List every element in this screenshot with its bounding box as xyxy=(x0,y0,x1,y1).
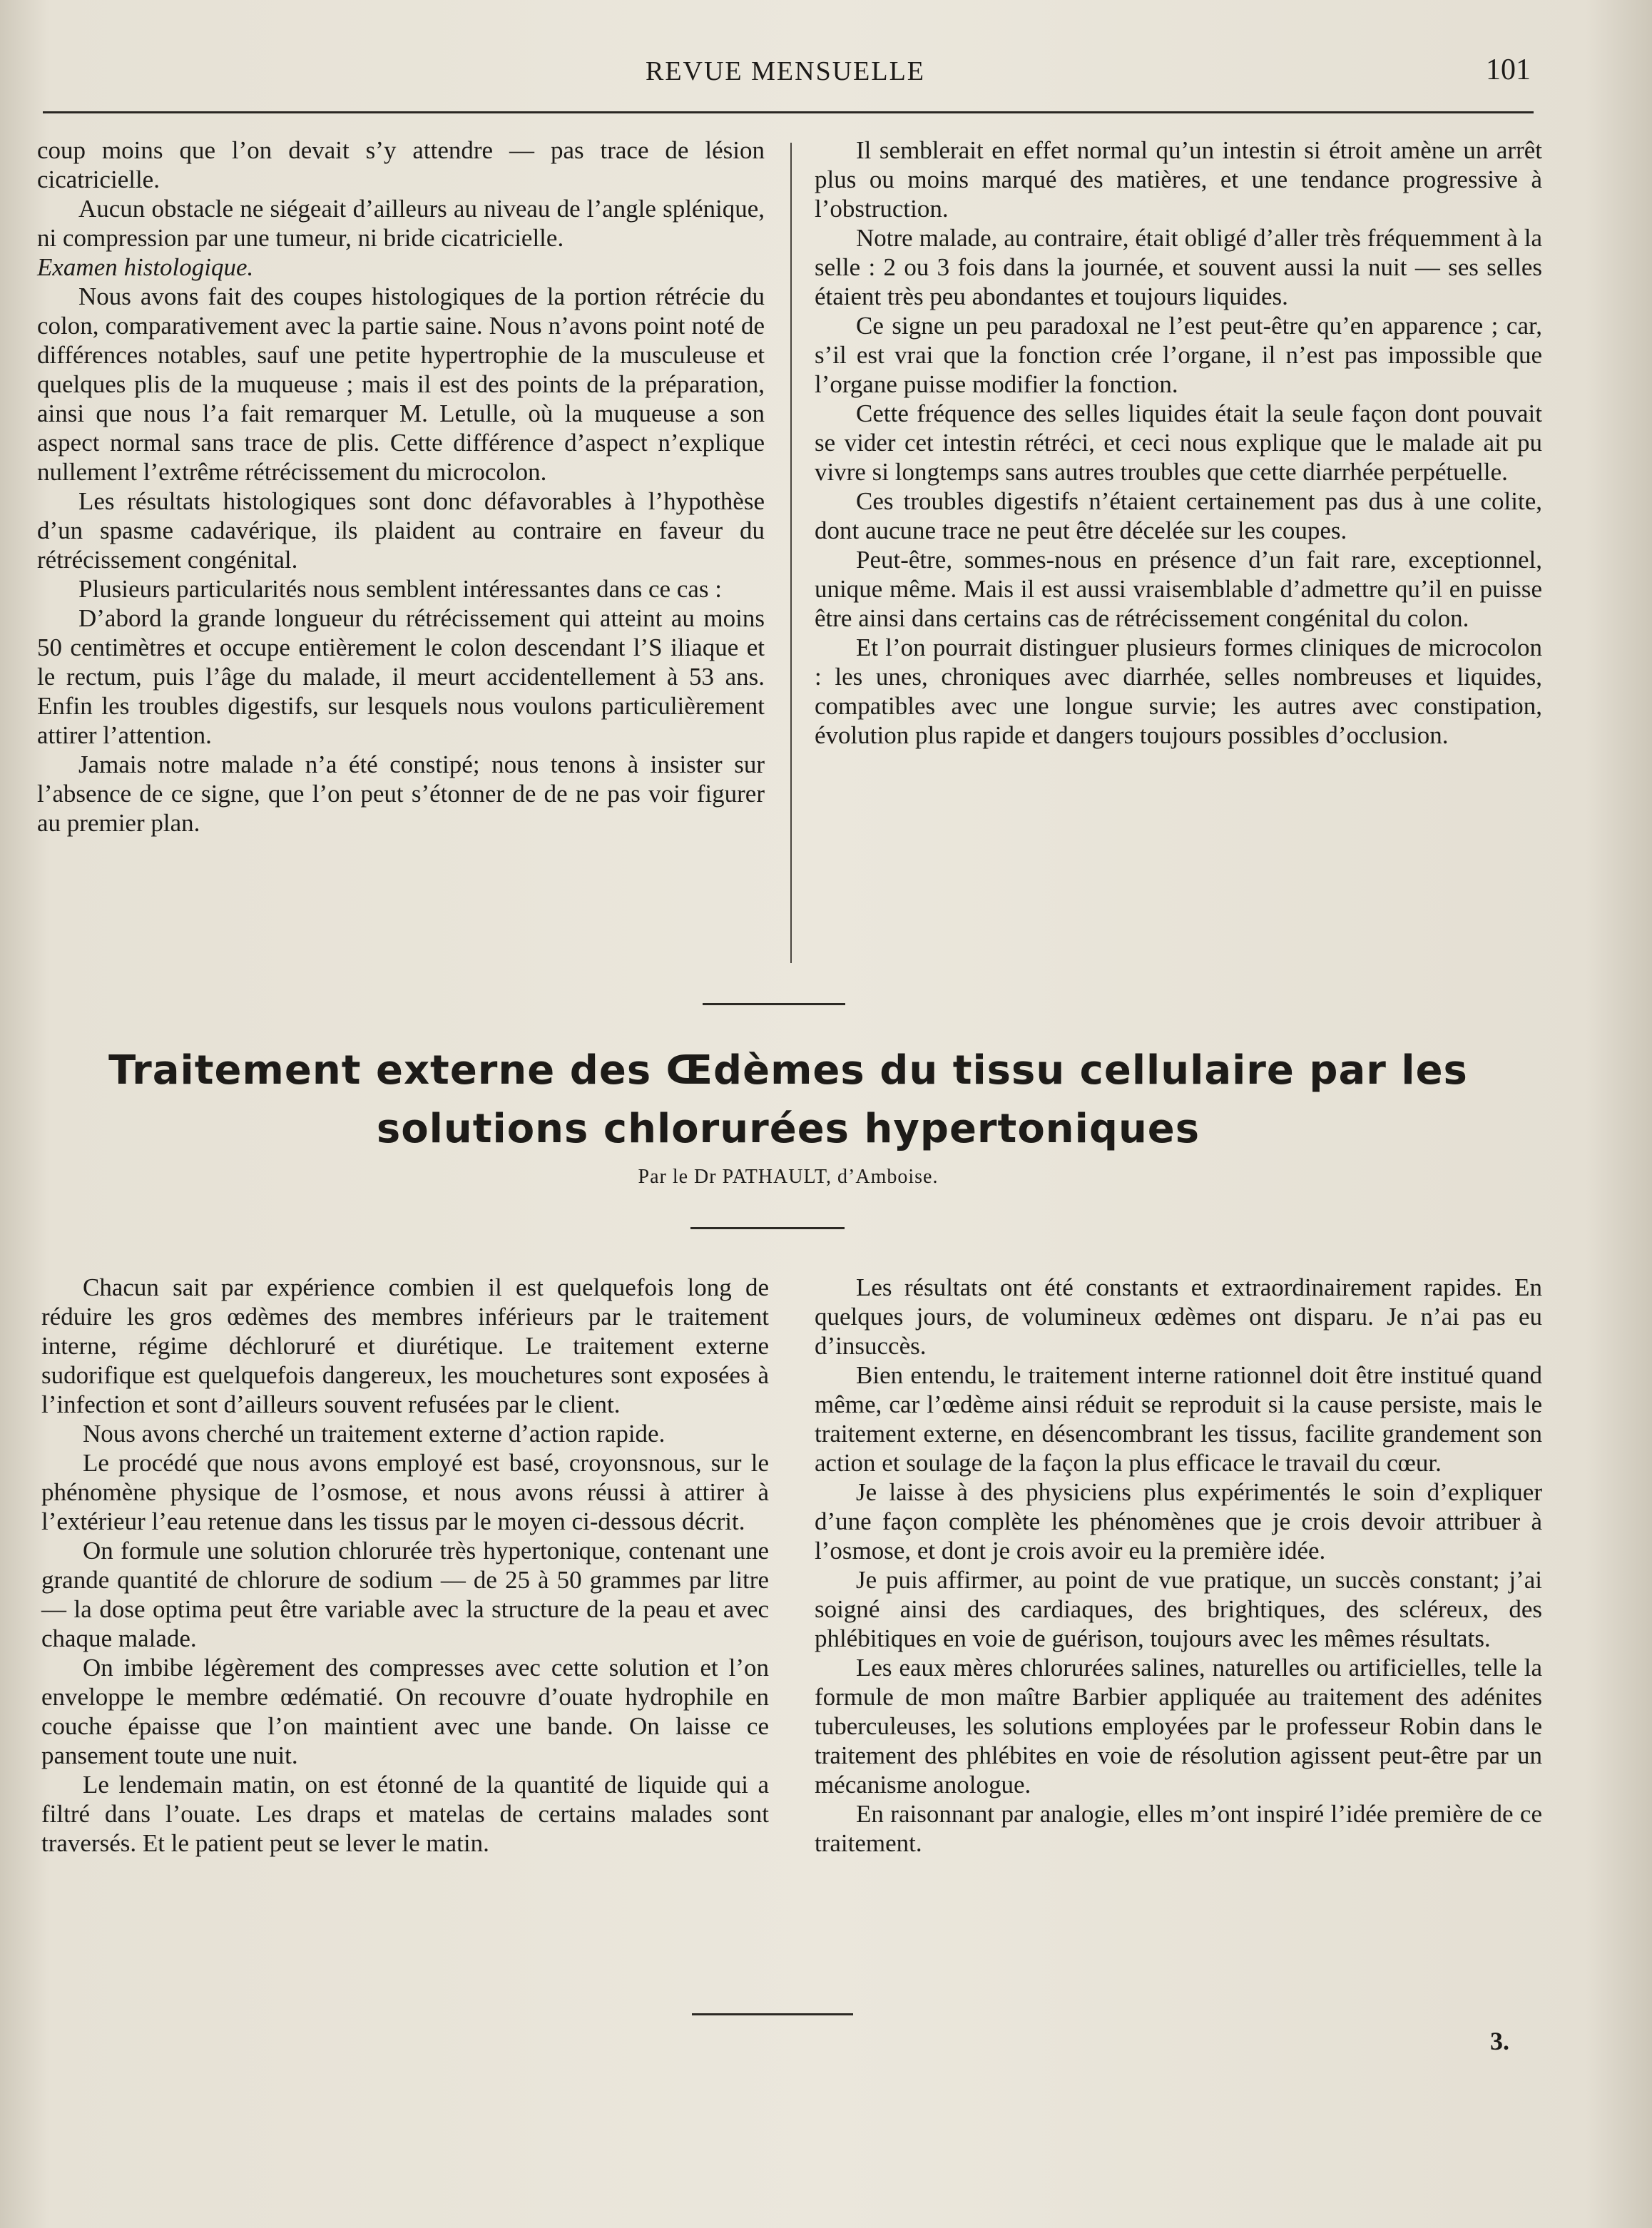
bottom-right-column xyxy=(815,1273,1542,1986)
paragraph: Jamais notre malade n’a été constipé; nous tenons à insister sur l’absence de ce signe, que l’on peut s’étonner de de ne pas voir figurer au premier plan. xyxy=(37,751,765,837)
paragraph: En raisonnant par analogie, elles m’ont inspiré l’idée première de ce traitement. xyxy=(815,1800,1542,1857)
paragraph: Ce signe un peu paradoxal ne l’est peut-être qu’en apparence ; car, s’il est vrai que la fonction crée l’organe, il n’est pas impossible que l’organe puisse modifier la fonction. xyxy=(815,312,1542,398)
paragraph: On formule une solution chlorurée très hypertonique, contenant une grande quantité de chlorure de sodium — de 25 à 50 grammes par litre — la dose optima peut être variable avec la structure de la peau et avec chaque malade. xyxy=(41,1537,769,1652)
paragraph: Le lendemain matin, on est étonné de la quantité de liquide qui a filtré dans l’ouate. Les draps et matelas de certains malades sont traversés. Et le patient peut se lever le matin. xyxy=(41,1771,769,1857)
paragraph: Les résultats ont été constants et extraordinairement rapides. En quelques jours, de volumineux œdèmes ont disparu. Je n’ai pas eu d’insuccès. xyxy=(815,1273,1542,1360)
paragraph: Les eaux mères chlorurées salines, naturelles ou artificielles, telle la formule de mon maître Barbier appliquée au traitement des adénites tuberculeuses, les solutions employées par le professeur Robin dans le traitement des phlébites en voie de résolution agissent peut-être par un mécanisme anologue. xyxy=(815,1654,1542,1799)
article-byline: Par le Dr PATHAULT, d’Amboise. xyxy=(638,1166,939,1188)
paragraph: Bien entendu, le traitement interne rationnel doit être institué quand même, car l’œdème ainsi réduit se reproduit si la cause persiste, mais le traitement externe, en désencombrant les tissus, facilite grandement son action et soulage de la façon la plus efficace le travail du cœur. xyxy=(815,1361,1542,1477)
bottom-left-column xyxy=(41,1273,769,1986)
title-separator xyxy=(690,1227,845,1229)
top-columns xyxy=(37,136,1542,992)
signature-mark: 3. xyxy=(1490,2027,1509,2055)
paragraph: Aucun obstacle ne siégeait d’ailleurs au niveau de l’angle splénique, ni compression par une tumeur, ni bride cicatricielle. xyxy=(37,195,765,252)
paragraph: Cette fréquence des selles liquides était la seule façon dont pouvait se vider cet intestin rétréci, et ceci nous explique que le malade ait pu vivre si longtemps sans autres troubles que cette diarrhée perpétuelle. xyxy=(815,400,1542,486)
paragraph: On imbibe légèrement des compresses avec cette solution et l’on enveloppe le membre œdématié. On recouvre d’ouate hydrophile en couche épaisse que l’on maintient avec une bande. On laisse ce pansement toute une nuit. xyxy=(41,1654,769,1769)
footer-separator xyxy=(692,2013,853,2015)
paragraph: Plusieurs particularités nous semblent intéressantes dans ce cas : xyxy=(78,575,722,603)
section-heading: Examen histologique. xyxy=(37,253,254,281)
paragraph: Chacun sait par expérience combien il est quelquefois long de réduire les gros œdèmes des membres inférieurs par le traitement interne, régime déchloruré et diurétique. Le traitement externe sudorifique est quelquefois dangereux, les mouchetures sont exposées à l’infection et sont d’ailleurs souvent refusées par le client. xyxy=(41,1273,769,1418)
paragraph: Ces troubles digestifs n’étaient certainement pas dus à une colite, dont aucune trace ne peut être décelée sur les coupes. xyxy=(815,487,1542,544)
paragraph: Il semblerait en effet normal qu’un intestin si étroit amène un arrêt plus ou moins marqué des matières, et une tendance progressive à l’obstruction. xyxy=(815,136,1542,223)
paragraph: Peut-être, sommes-nous en présence d’un fait rare, exceptionnel, unique même. Mais il est aussi vraisemblable d’admettre qu’il en puisse être ainsi dans certains cas de rétrécissement congénital du colon. xyxy=(815,546,1542,632)
top-right-column xyxy=(815,136,1542,992)
paragraph: Les résultats histologiques sont donc défavorables à l’hypothèse d’un spasme cadavérique, ils plaident au contraire en faveur du rétrécissement congénital. xyxy=(37,487,765,574)
paragraph: Notre malade, au contraire, était obligé d’aller très fréquemment à la selle : 2 ou 3 fois dans la journée, et souvent aussi la nuit — ses selles étaient très peu abondantes et toujours liquides. xyxy=(815,224,1542,310)
top-left-column xyxy=(37,136,765,992)
paragraph: Nous avons cherché un traitement externe d’action rapide. xyxy=(83,1420,666,1448)
section-separator xyxy=(703,1003,845,1005)
paragraph: Le procédé que nous avons employé est basé, croyonsnous, sur le phénomène physique de l’osmose, et nous avons réussi à attirer à l’extérieur l’eau retenue dans les tissus par le moyen ci-dessous décrit. xyxy=(41,1449,769,1535)
paragraph: Et l’on pourrait distinguer plusieurs formes cliniques de microcolon : les unes, chroniques avec diarrhée, selles nombreuses et liquides, compatibles avec une longue survie; les autres avec constipation, évolution plus rapide et dangers toujours possibles d’occlusion. xyxy=(815,634,1542,749)
paragraph: Je laisse à des physiciens plus expérimentés le soin d’expliquer d’une façon complète les phénomènes que je crois devoir attribuer à l’osmose, et dont je crois avoir eu la première idée. xyxy=(815,1478,1542,1565)
paragraph: D’abord la grande longueur du rétrécissement qui atteint au moins 50 centimètres et occupe entièrement le colon descendant l’S iliaque et le rectum, puis l’âge du malade, il meurt accidentellement à 53 ans. Enfin les troubles digestifs, sur lesquels nous voulons particulièrement attirer l’attention. xyxy=(37,604,765,749)
paragraph: Je puis affirmer, au point de vue pratique, un succès constant; j’ai soigné ainsi des cardiaques, des brightiques, des scléreux, des phlébitiques en voie de guérison, toujours avec les mêmes résultats. xyxy=(815,1566,1542,1652)
paragraph: coup moins que l’on devait s’y attendre — pas trace de lésion cicatricielle. xyxy=(37,136,765,193)
paragraph: Nous avons fait des coupes histologiques de la portion rétrécie du colon, comparativement avec la partie saine. Nous n’avons point noté de différences notables, sauf une petite hypertrophie de la musculeuse et quelques plis de la muqueuse ; mais il est des points de la préparation, ainsi que nous l’a fait remarquer M. Letulle, où la muqueuse a son aspect normal sans trace de plis. Cette différence d’aspect n’explique nullement l’extrême rétrécissement du microcolon. xyxy=(37,283,765,486)
column-divider xyxy=(790,143,792,963)
running-head xyxy=(40,50,1531,100)
running-title: REVUE MENSUELLE xyxy=(645,56,926,86)
article-title: Traitement externe des Œdèmes du tissu cellulaire par les solutions chlorurées hypertoniques xyxy=(108,1047,1468,1152)
page-number: 101 xyxy=(1486,54,1531,86)
bottom-columns xyxy=(41,1273,1542,1986)
header-rule xyxy=(43,111,1534,113)
